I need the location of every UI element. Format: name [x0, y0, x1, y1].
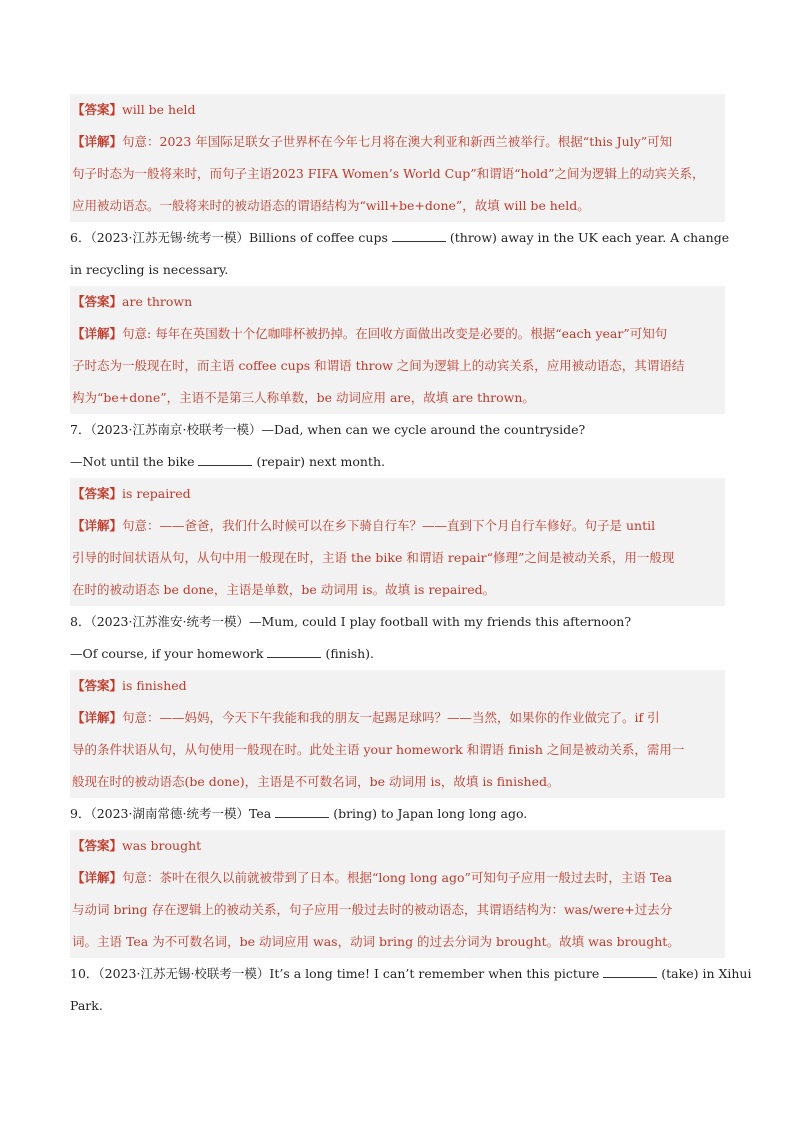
answer-blank[interactable]: [198, 453, 252, 466]
question-text: (repair) next month.: [256, 454, 385, 469]
question-9: [70, 798, 725, 830]
detail-line: 般现在时的被动语态(be done)，主语是不可数名词，be 动词用 is，故填 is finished。: [72, 774, 560, 789]
detail-line: 在时的被动语态 be done，主语是单数，be 动词用 is。故填 is repaired。: [72, 582, 496, 597]
detail-tag: 【详解】: [72, 710, 123, 725]
question-8: 8．（2023·江苏淮安·统考一模）—Mum, could I play football with my friends this afternoon?: [70, 614, 632, 629]
detail-line: 构为“be+done”，主语不是第三人称单数，be 动词应用 are，故填 are thrown。: [72, 390, 535, 405]
detail-line: [70, 702, 725, 734]
question-text: 9．（2023·湖南常德·统考一模）Tea: [70, 806, 272, 821]
answer-blank[interactable]: [603, 965, 657, 978]
answer-block-9: [70, 830, 725, 958]
detail-text: 句意：——妈妈，今天下午我能和我的朋友一起踢足球吗？——当然，如果你的作业做完了。if 引: [122, 710, 660, 725]
answer-line: [70, 670, 725, 702]
question-10: [70, 958, 752, 990]
question-text: (bring) to Japan long long ago.: [333, 806, 528, 821]
answer-block-8: [70, 670, 725, 798]
detail-line: [70, 862, 725, 894]
detail-text: 句意：——爸爸，我们什么时候可以在乡下骑自行车？——直到下个月自行车修好。句子是 until: [122, 518, 656, 533]
detail-line: [70, 318, 725, 350]
detail-line: 应用被动语态。一般将来时的被动语态的谓语结构为“will+be+done”，故填 will be held。: [72, 198, 590, 213]
detail-text: 句意：2023 年国际足联女子世界杯在今年七月将在澳大利亚和新西兰被举行。根据“this July”可知: [122, 134, 673, 149]
question-text: 10．（2023·江苏无锡·校联考一模）It’s a long time! I can’t remember when this picture: [70, 966, 600, 981]
detail-line: 引导的时间状语从句，从句中用一般现在时，主语 the bike 和谓语 repair“修理”之间是被动关系，用一般现: [72, 550, 675, 565]
detail-line: 与动词 bring 存在逻辑上的被动关系，句子应用一般过去时的被动语态，其谓语结构为：was/were+过去分: [72, 902, 673, 917]
question-10-line2: Park.: [70, 998, 103, 1013]
question-text: —Not until the bike: [70, 454, 195, 469]
detail-line: 句子时态为一般将来时，而句子主语2023 FIFA Women’s World Cup”和谓语“hold”之间为逻辑上的动宾关系，: [72, 166, 705, 181]
detail-tag: 【详解】: [72, 518, 123, 533]
answer-tag: 【答案】: [72, 486, 123, 501]
detail-tag: 【详解】: [72, 870, 123, 885]
question-6: [70, 222, 730, 254]
question-text: (take) in Xihui: [661, 966, 752, 981]
answer-block-5: [70, 94, 725, 222]
detail-tag: 【详解】: [72, 134, 123, 149]
document-page: [70, 94, 752, 1022]
question-text: (finish).: [325, 646, 375, 661]
question-6-line2: in recycling is necessary.: [70, 262, 229, 277]
detail-text: 句意：茶叶在很久以前就被带到了日本。根据“long long ago”可知句子应用一般过去时，主语 Tea: [122, 870, 673, 885]
question-text: 6．（2023·江苏无锡·统考一模）Billions of coffee cups: [70, 230, 388, 245]
answer-text: are thrown: [122, 294, 193, 309]
answer-text: is repaired: [122, 486, 191, 501]
answer-tag: 【答案】: [72, 838, 123, 853]
answer-tag: 【答案】: [72, 294, 123, 309]
answer-blank[interactable]: [267, 645, 321, 658]
answer-blank[interactable]: [275, 805, 329, 818]
answer-block-6: [70, 286, 725, 414]
detail-line: 导的条件状语从句，从句使用一般现在时。此处主语 your homework 和谓语 finish 之间是被动关系，需用一: [72, 742, 685, 757]
answer-tag: 【答案】: [72, 678, 123, 693]
answer-block-7: [70, 478, 725, 606]
question-7: 7．（2023·江苏南京·校联考一模）—Dad, when can we cycle around the countryside?: [70, 422, 586, 437]
question-8-line2: [70, 638, 725, 670]
question-text: (throw) away in the UK each year. A change: [449, 230, 730, 245]
detail-line: [70, 126, 725, 158]
answer-line: [70, 478, 725, 510]
detail-tag: 【详解】: [72, 326, 123, 341]
question-text: —Of course, if your homework: [70, 646, 264, 661]
answer-text: is finished: [122, 678, 187, 693]
detail-line: [70, 510, 725, 542]
detail-line: 子时态为一般现在时，而主语 coffee cups 和谓语 throw 之间为逻辑上的动宾关系，应用被动语态，其谓语结: [72, 358, 685, 373]
answer-text: will be held: [122, 102, 196, 117]
answer-line: [70, 286, 725, 318]
answer-line: [70, 830, 725, 862]
answer-blank[interactable]: [392, 229, 446, 242]
detail-line: 词。主语 Tea 为不可数名词，be 动词应用 was，动词 bring 的过去分词为 brought。故填 was brought。: [72, 934, 680, 949]
answer-tag: 【答案】: [72, 102, 123, 117]
answer-text: was brought: [122, 838, 202, 853]
detail-text: 句意: 每年在英国数十个亿咖啡杯被扔掉。在回收方面做出改变是必要的。根据“each year”可知句: [122, 326, 668, 341]
answer-line: [70, 94, 725, 126]
question-7-line2: [70, 446, 725, 478]
